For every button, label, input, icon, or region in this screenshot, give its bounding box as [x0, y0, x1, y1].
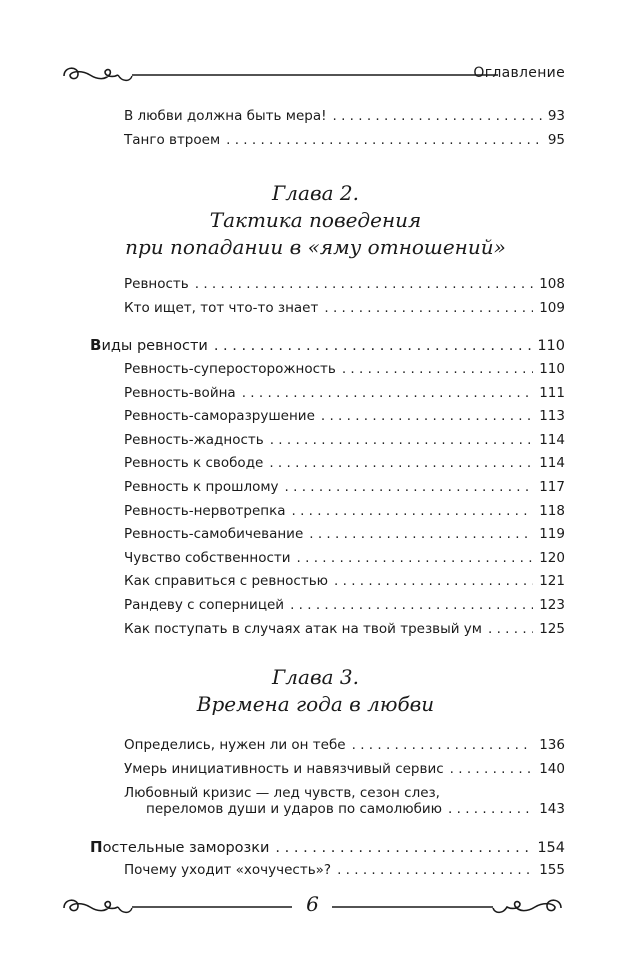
toc-entry-label: Ревность к прошлому: [124, 479, 279, 495]
toc-section[interactable]: [90, 838, 565, 856]
toc-entry[interactable]: [124, 737, 565, 753]
toc-entry-page: 95: [547, 132, 565, 148]
leader-dots: [270, 432, 534, 448]
toc-entry[interactable]: [124, 455, 565, 471]
toc-entry[interactable]: [124, 108, 565, 124]
toc-entry[interactable]: [124, 550, 565, 566]
running-header: [60, 60, 565, 90]
toc-entry-label-line1: Любовный кризис — лед чувств, сезон слез,: [124, 785, 440, 801]
toc-entry[interactable]: [124, 276, 565, 292]
toc-entry-page: 114: [539, 431, 565, 448]
toc-entry[interactable]: [124, 132, 565, 148]
toc-entry-label: Ревность-жадность: [124, 431, 264, 448]
toc-entry-label-line2: переломов души и ударов по самолюбию: [146, 801, 443, 817]
toc-entry-multiline[interactable]: [124, 785, 565, 817]
leader-dots: [333, 108, 542, 124]
leader-dots: [297, 550, 534, 566]
leader-dots: [334, 573, 533, 589]
leader-dots: [226, 132, 542, 148]
toc-entry-page: 117: [539, 479, 565, 495]
toc-entry-page: 136: [539, 737, 565, 753]
header-ornament-icon: [60, 60, 500, 90]
toc-entry-label: Танго втроем: [124, 132, 221, 148]
toc-entry[interactable]: [124, 361, 565, 377]
toc-entry-page: 118: [539, 502, 565, 519]
toc-section[interactable]: [90, 336, 565, 354]
toc-entry-page: 108: [539, 276, 565, 292]
toc-section-page: 110: [537, 338, 565, 354]
toc-entry[interactable]: [124, 761, 565, 777]
toc-entry-page: 110: [539, 361, 565, 377]
chapter-3-number: Глава 3.: [272, 665, 359, 689]
toc-entry-label: Ревность-суперосторожность: [124, 361, 336, 377]
toc-entry-label: Почему уходит «хочучесть»?: [124, 862, 332, 878]
chapter-2-heading: [0, 180, 631, 261]
toc-entry-page: 114: [539, 455, 565, 472]
leader-dots: [275, 840, 531, 856]
toc-entry-label: Рандеву с соперницей: [124, 597, 285, 613]
section-rest: иды ревности: [101, 338, 208, 354]
toc-entry-page: 119: [539, 526, 565, 543]
leader-dots: [342, 361, 533, 377]
toc-entry-page: 109: [539, 300, 565, 316]
header-title: Оглавление: [473, 65, 565, 81]
chapter-3-heading: [0, 664, 631, 718]
toc-entry-label: Ревность: [124, 276, 189, 292]
toc-entry-label: Кто ищет, тот что-то знает: [124, 300, 319, 316]
toc-entry[interactable]: [124, 573, 565, 589]
leader-dots: [242, 385, 534, 401]
leader-dots: [292, 503, 534, 519]
section-rest: остельные заморозки: [102, 840, 270, 856]
toc-entry-label: Ревность к свободе: [124, 455, 264, 472]
toc-entry-page: 155: [539, 862, 565, 878]
toc-entry-label: Умерь инициативность и навязчивый сервис: [124, 761, 444, 777]
toc-entry[interactable]: [124, 526, 565, 542]
toc-entry[interactable]: [124, 408, 565, 424]
chapter-2-title-line2: при попадании в «яму отношений»: [125, 235, 506, 259]
toc-entry-page: 120: [539, 549, 565, 566]
toc-entry[interactable]: [124, 862, 565, 878]
toc-entry[interactable]: [124, 432, 565, 448]
leader-dots: [448, 801, 533, 817]
toc-entry[interactable]: [124, 597, 565, 613]
toc-entry[interactable]: [124, 503, 565, 519]
leader-dots: [309, 526, 533, 542]
page-footer: [60, 888, 565, 928]
toc-entry-page: 121: [539, 573, 565, 590]
toc-entry-label: Ревность-нервотрепка: [124, 502, 286, 519]
toc-section-label: [90, 336, 208, 354]
toc-entry[interactable]: [124, 300, 565, 316]
leader-dots: [285, 479, 534, 495]
toc-entry-page: 113: [539, 408, 565, 425]
toc-entry-label: В любви должна быть мера!: [124, 108, 327, 124]
leader-dots: [195, 276, 533, 292]
toc-section-label: [90, 838, 269, 856]
toc-entry-page: 93: [547, 108, 565, 124]
toc-entry[interactable]: [124, 479, 565, 495]
toc-entry-page: 125: [539, 620, 565, 637]
toc-entry[interactable]: [124, 385, 565, 401]
leader-dots: [337, 862, 533, 878]
leader-dots: [488, 621, 533, 637]
toc-entry-label: Как справиться с ревностью: [124, 573, 329, 590]
leader-dots: [269, 455, 533, 471]
leader-dots: [290, 597, 533, 613]
toc-entry-page: 111: [539, 384, 565, 401]
chapter-2-title-line1: Тактика поведения: [209, 208, 422, 232]
leader-dots: [352, 737, 534, 753]
page-number: 6: [306, 892, 319, 916]
leader-dots: [214, 338, 532, 354]
leader-dots: [450, 761, 534, 777]
leader-dots: [324, 300, 533, 316]
chapter-2-number: Глава 2.: [272, 181, 359, 205]
section-initial: П: [90, 838, 103, 856]
toc-entry-page: 140: [539, 761, 565, 777]
chapter-3-title: Времена года в любви: [196, 692, 435, 716]
section-initial: В: [90, 336, 102, 354]
toc-entry-label: Ревность-война: [124, 384, 236, 401]
toc-section-page: 154: [537, 840, 565, 856]
toc-entry-label: Ревность-саморазрушение: [124, 408, 315, 425]
leader-dots: [321, 408, 533, 424]
toc-entry-label: Как поступать в случаях атак на твой трезвый ум: [124, 620, 482, 637]
toc-entry-label: Определись, нужен ли он тебе: [124, 737, 346, 753]
toc-entry-label: Чувство собственности: [124, 549, 291, 566]
toc-entry-page: 123: [539, 597, 565, 613]
toc-entry-page: 143: [539, 801, 565, 817]
toc-entry-label: Ревность-самобичевание: [124, 526, 304, 543]
toc-entry[interactable]: [124, 621, 565, 637]
